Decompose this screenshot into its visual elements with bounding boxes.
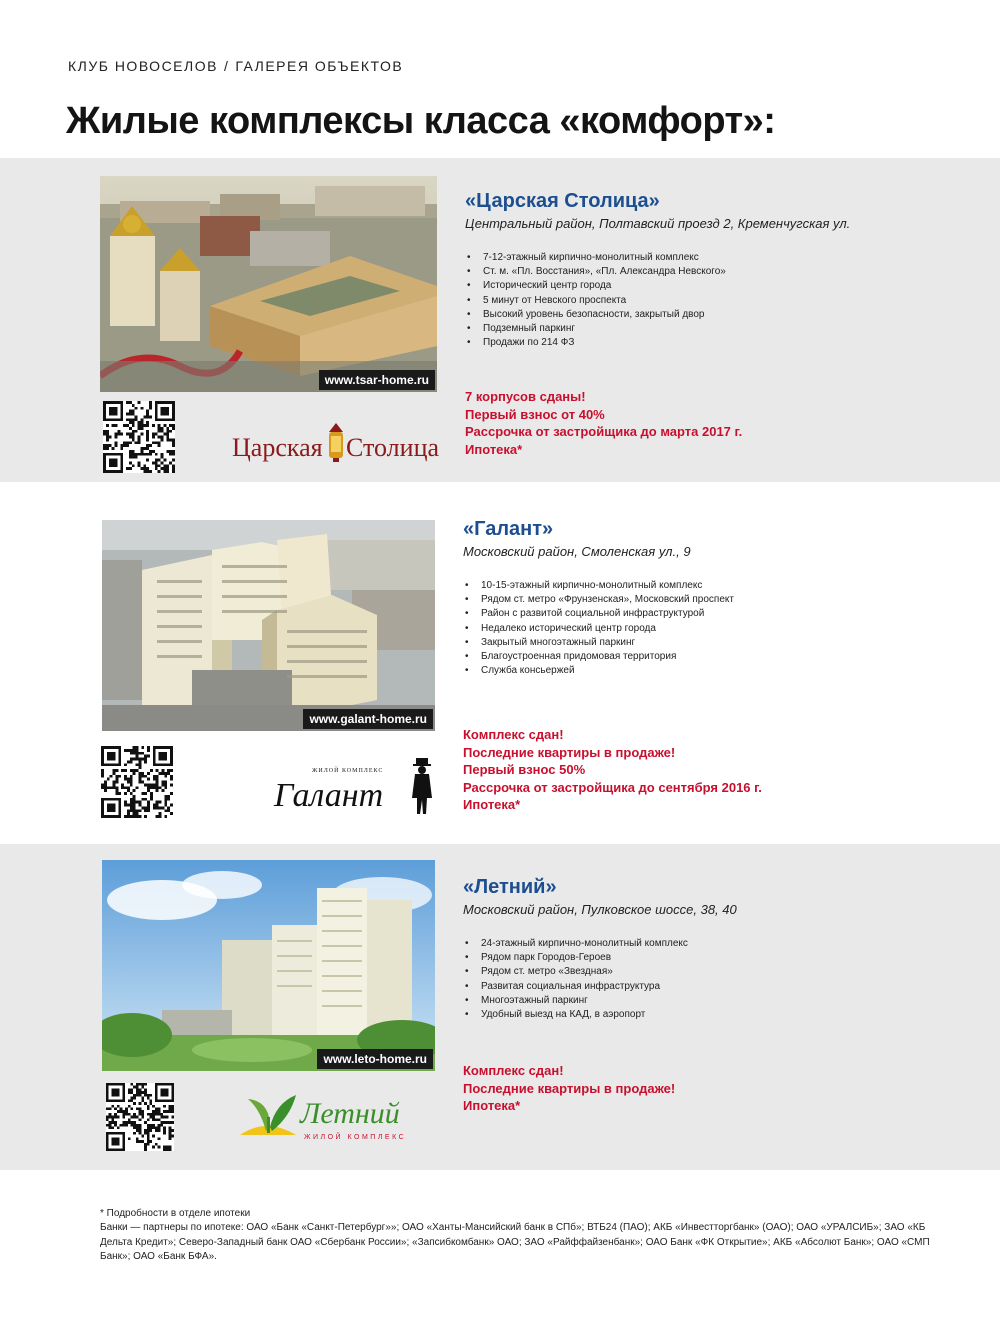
complex-logo-galant <box>272 756 437 818</box>
complex-address-tsar: Центральный район, Полтавский проезд 2, Кременчугская ул. <box>465 216 851 231</box>
feature-item: • Развитая социальная инфраструктура <box>463 980 983 994</box>
feature-item: • Многоэтажный паркинг <box>463 994 983 1008</box>
promo-item: 7 корпусов сданы! <box>465 389 586 404</box>
complex-info-tsar <box>465 190 985 350</box>
feature-item: • 10-15-этажный кирпично-монолитный комплекс <box>463 579 983 593</box>
feature-item: • Недалеко исторический центр города <box>463 622 983 636</box>
complex-logo-tsar <box>232 418 442 468</box>
promo-list-tsar <box>465 388 742 458</box>
complex-address-galant: Московский район, Смоленская ул., 9 <box>463 544 691 559</box>
features-list-galant <box>463 579 983 678</box>
feature-item: • Рядом парк Городов-Героев <box>463 951 983 965</box>
complex-photo-letniy <box>102 860 435 1071</box>
feature-item: • Район с развитой социальной инфраструктурой <box>463 607 983 621</box>
promo-item: Комплекс сдан! <box>463 727 564 742</box>
logo-subtitle: ЖИЛОЙ КОМПЛЕКС <box>304 1134 407 1141</box>
complex-card-tsar <box>0 158 1000 482</box>
qr-code-image <box>104 1083 176 1151</box>
feature-item: • Удобный выезд на КАД, в аэропорт <box>463 1008 983 1022</box>
promo-item: Ипотека* <box>465 441 523 457</box>
footnote-banks: Банки — партнеры по ипотеке: ОАО «Банк «Санкт-Петербург»»; ОАО «Ханты-Мансийский банк в СПб»; ВТБ24 (ПАО); АКБ «Инвестторгбанк» (ОАО); ОАО «УРАЛСИБ»; ЗАО «КБ Дельта Кредит»; Северо-Западный банк ОАО «Сбербанк России»; «Запсибкомбанк» ОАО; ЗАО «Райффайзенбанк»; ОАО Банк «ФК Открытие»; АКБ «Абсолют Банк»; ОАО «СМП Банк»; ОАО «Банк БФА». <box>100 1222 930 1262</box>
tsar-logo-image <box>232 418 442 468</box>
qr-code-galant <box>100 746 174 818</box>
qr-code-tsar <box>101 401 177 473</box>
feature-item: • Ст. м. «Пл. Восстания», «Пл. Александра Невского» <box>465 265 985 279</box>
feature-item: • Продажи по 214 ФЗ <box>465 336 985 350</box>
feature-item: • Рядом ст. метро «Звездная» <box>463 965 983 979</box>
promo-item: Первый взнос 50% <box>463 762 586 778</box>
logo-word-left: Царская <box>232 433 323 462</box>
complex-photo-tsar <box>100 176 437 392</box>
feature-item: • 24-этажный кирпично-монолитный комплекс <box>463 937 983 951</box>
complex-logo-letniy <box>236 1087 431 1145</box>
breadcrumb-page: ГАЛЕРЕЯ ОБЪЕКТОВ <box>235 58 404 74</box>
promo-item: Ипотека* <box>463 797 521 813</box>
features-list-tsar <box>465 251 985 350</box>
feature-item: • Высокий уровень безопасности, закрытый двор <box>465 308 985 322</box>
complex-card-galant <box>0 482 1000 844</box>
logo-subtitle: ЖИЛОЙ КОМПЛЕКС <box>312 768 384 774</box>
promo-item: Последние квартиры в продаже! <box>463 1080 676 1096</box>
promo-item: Ипотека* <box>463 1098 521 1114</box>
promo-item: Первый взнос от 40% <box>465 406 605 422</box>
qr-code-image <box>101 401 177 473</box>
promo-list-galant <box>463 726 762 814</box>
galant-logo-image <box>272 756 437 818</box>
features-list-letniy <box>463 937 983 1022</box>
feature-item: • Закрытый многоэтажный паркинг <box>463 636 983 650</box>
feature-item: • Исторический центр города <box>465 279 985 293</box>
logo-word: Летний <box>300 1097 400 1130</box>
page-title: Жилые комплексы класса «комфорт»: <box>66 100 776 142</box>
breadcrumb-separator: / <box>223 58 230 74</box>
promo-item: Комплекс сдан! <box>463 1063 564 1078</box>
feature-item: • Рядом ст. метро «Фрунзенская», Московский проспект <box>463 593 983 607</box>
feature-item: • 5 минут от Невского проспекта <box>465 294 985 308</box>
promo-list-letniy <box>463 1062 675 1115</box>
complex-name-tsar: «Царская Столица» <box>465 190 660 212</box>
complex-address-letniy: Московский район, Пулковское шоссе, 38, 40 <box>463 902 737 917</box>
footnote-note: * Подробности в отделе ипотеки <box>100 1208 251 1219</box>
lantern-icon <box>329 423 343 462</box>
promo-item: Рассрочка от застройщика до сентября 2016 г. <box>463 779 762 795</box>
complex-url-tsar[interactable]: www.tsar-home.ru <box>319 370 435 390</box>
tsar-render-image <box>100 176 437 392</box>
qr-code-image <box>100 746 174 818</box>
feature-item: • Подземный паркинг <box>465 322 985 336</box>
letniy-render-image <box>102 860 435 1071</box>
complex-url-letniy[interactable]: www.leto-home.ru <box>317 1049 433 1069</box>
breadcrumb-section[interactable]: КЛУБ НОВОСЕЛОВ <box>68 58 218 74</box>
complex-info-galant <box>463 518 983 678</box>
gentleman-silhouette-icon <box>412 758 432 814</box>
qr-code-letniy <box>104 1083 176 1151</box>
logo-word-right: Столица <box>346 433 440 462</box>
galant-render-image <box>102 520 435 731</box>
complex-card-letniy <box>0 844 1000 1170</box>
complex-name-letniy: «Летний» <box>463 876 557 898</box>
logo-word: Галант <box>274 777 384 814</box>
feature-item: • Служба консьержей <box>463 664 983 678</box>
footnote <box>100 1207 960 1264</box>
complex-url-galant[interactable]: www.galant-home.ru <box>303 709 433 729</box>
promo-item: Последние квартиры в продаже! <box>463 744 676 760</box>
complex-info-letniy <box>463 876 983 1022</box>
complex-name-galant: «Галант» <box>463 518 554 540</box>
letniy-logo-image <box>236 1087 431 1145</box>
complex-photo-galant <box>102 520 435 731</box>
sun-leaf-icon <box>240 1095 296 1135</box>
breadcrumb <box>68 58 403 74</box>
feature-item: • Благоустроенная придомовая территория <box>463 650 983 664</box>
feature-item: • 7-12-этажный кирпично-монолитный комплекс <box>465 251 985 265</box>
promo-item: Рассрочка от застройщика до марта 2017 г. <box>465 424 743 440</box>
